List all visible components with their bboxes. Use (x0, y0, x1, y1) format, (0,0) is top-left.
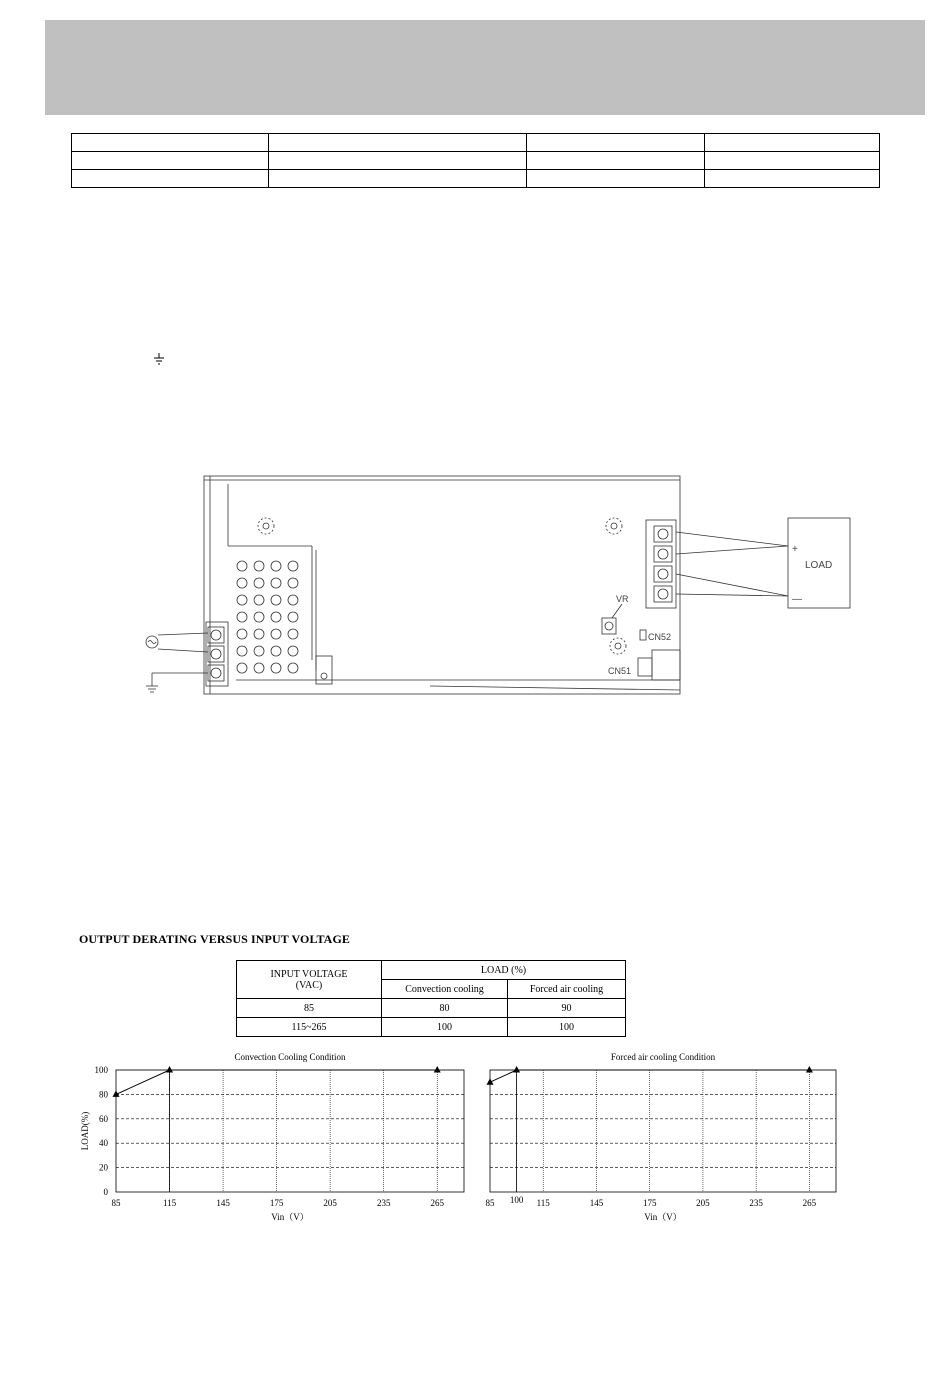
load-label: LOAD (805, 560, 833, 571)
x-axis-label: Vin（V） (271, 1212, 309, 1222)
x-tick-label: 145 (216, 1198, 230, 1208)
x-tick-label: 85 (485, 1198, 495, 1208)
x-tick-label: 175 (269, 1198, 284, 1208)
table-row (237, 999, 626, 1018)
cell-input: 115~265 (237, 1018, 382, 1037)
table-row (72, 134, 880, 152)
table-cell (705, 170, 880, 188)
cell-convection: 100 (382, 1018, 508, 1037)
table-cell (72, 170, 269, 188)
table-cell (269, 170, 527, 188)
data-point-marker (434, 1066, 441, 1073)
table-cell (527, 152, 705, 170)
header-convection: Convection cooling (382, 980, 508, 999)
x-tick-label: 175 (642, 1198, 657, 1208)
x-tick-label: 100 (509, 1195, 524, 1205)
chart-svg (78, 1048, 478, 1228)
x-tick-label: 85 (111, 1198, 121, 1208)
table-cell (269, 134, 527, 152)
table-row (72, 152, 880, 170)
x-tick-label: 115 (162, 1198, 177, 1208)
plot-frame (490, 1070, 836, 1192)
chassis-outline (204, 476, 680, 694)
table-row (237, 1018, 626, 1037)
table-cell (269, 152, 527, 170)
x-tick-label: 235 (376, 1198, 391, 1208)
cell-forced: 100 (507, 1018, 625, 1037)
chart-svg (476, 1048, 846, 1228)
x-tick-label: 265 (802, 1198, 817, 1208)
forced-chart (476, 1048, 846, 1228)
data-point-marker (513, 1066, 520, 1073)
table-cell (72, 152, 269, 170)
convection-chart (78, 1048, 478, 1228)
minus-label: — (792, 594, 802, 605)
y-tick-label: 80 (99, 1089, 108, 1100)
x-tick-label: 235 (749, 1198, 763, 1208)
cn51-connector (638, 658, 652, 676)
x-axis-label: Vin（V） (644, 1212, 682, 1222)
y-axis-label: LOAD(%) (80, 1111, 90, 1151)
y-tick-label: 100 (94, 1065, 108, 1075)
x-tick-label: 265 (430, 1198, 444, 1208)
y-tick-label: 20 (99, 1162, 108, 1173)
vr-potentiometer (602, 618, 616, 634)
x-tick-label: 145 (589, 1198, 604, 1208)
cell-forced: 90 (507, 999, 625, 1018)
output-terminal-block (646, 520, 676, 608)
derating-title: OUTPUT DERATING VERSUS INPUT VOLTAGE (79, 932, 350, 946)
vr-label: VR (616, 594, 629, 604)
table-cell (72, 134, 269, 152)
header-forced: Forced air cooling (507, 980, 625, 999)
chart-title: Convection Cooling Condition (234, 1052, 346, 1062)
data-point-marker (166, 1066, 173, 1073)
vent-grid (237, 561, 298, 673)
x-tick-label: 205 (696, 1198, 710, 1208)
plot-frame (116, 1070, 464, 1192)
chart-title: Forced air cooling Condition (610, 1052, 716, 1062)
header-load: LOAD (%) (382, 961, 626, 980)
y-tick-label: 40 (99, 1138, 108, 1149)
spec-table (71, 133, 880, 188)
data-point-marker (806, 1066, 813, 1073)
y-tick-label: 60 (99, 1113, 108, 1124)
table-row (237, 961, 626, 980)
input-terminal-block (206, 622, 228, 686)
table-cell (705, 152, 880, 170)
cell-input: 85 (237, 999, 382, 1018)
power-supply-diagram (140, 470, 860, 700)
ground-icon (152, 352, 166, 366)
header-band (45, 20, 925, 115)
table-cell (527, 134, 705, 152)
table-row (72, 170, 880, 188)
cn51-label: CN51 (608, 666, 632, 676)
header-input-voltage: INPUT VOLTAGE (VAC) (237, 961, 382, 999)
y-tick-label: 0 (103, 1187, 108, 1197)
table-cell (705, 134, 880, 152)
plus-label: + (792, 544, 798, 555)
derating-table (236, 960, 626, 1037)
table-cell (527, 170, 705, 188)
cn52-label: CN52 (648, 632, 672, 642)
x-tick-label: 115 (536, 1198, 550, 1208)
cell-convection: 80 (382, 999, 508, 1018)
x-tick-label: 205 (323, 1198, 337, 1208)
